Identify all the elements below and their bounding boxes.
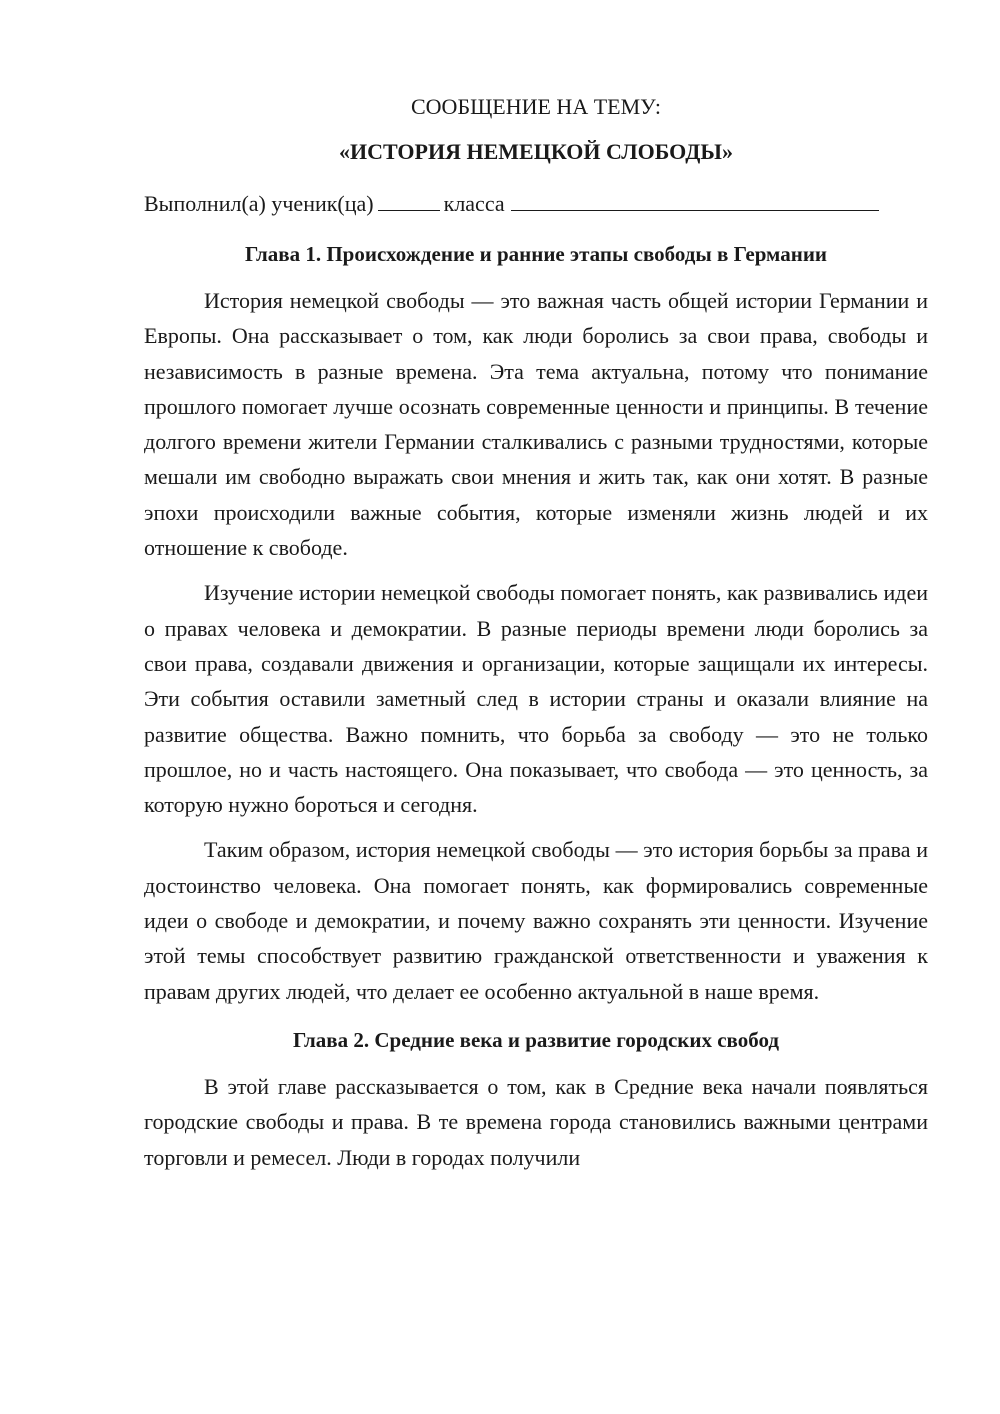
author-line xyxy=(144,189,928,219)
chapter-2-heading: Глава 2. Средние века и развитие городских свобод xyxy=(293,1027,779,1052)
document-title-line-2: «ИСТОРИЯ НЕМЕЦКОЙ СЛОБОДЫ» xyxy=(339,139,733,164)
document-page xyxy=(144,92,928,1185)
chapter-1-heading: Глава 1. Происхождение и ранние этапы свободы в Германии xyxy=(244,242,828,266)
chapter-2 xyxy=(144,1025,928,1175)
author-middle: класса xyxy=(443,191,505,216)
chapter-1-paragraph-3: Таким образом, история немецкой свободы — это история борьбы за права и достоинство человека. Она помогает понять, как формировались современные идеи о свободе и демократии, и почему важно сохранять эти ценности. Изучение этой темы способствует развитию гражданской ответственности и уважения к правам других людей, что делает ее особенно актуальной в наше время. xyxy=(144,837,928,1004)
document-title-line-1: СООБЩЕНИЕ НА ТЕМУ: xyxy=(411,94,661,119)
chapter-1-paragraph-2: Изучение истории немецкой свободы помогает понять, как развивались идеи о правах человека и демократии. В разные периоды времени люди боролись за свои права, создавали движения и организации, которые защищали их интересы. Эти события оставили заметный след в истории страны и оказали влияние на развитие общества. Важно помнить, что борьба за свободу — это не только прошлое, но и часть настоящего. Она показывает, что свобода — это ценность, за которую нужно бороться и сегодня. xyxy=(144,580,928,818)
chapter-2-paragraph-1: В этой главе рассказывается о том, как в Средние века начали появляться городские свободы и права. В те времена города становились важными центрами торговли и ремесел. Люди в городах получили xyxy=(144,1073,928,1170)
grade-blank xyxy=(378,190,440,211)
chapter-1 xyxy=(144,239,928,1009)
author-prefix: Выполнил(а) ученик(ца) xyxy=(144,191,374,216)
chapter-1-paragraph-1: История немецкой свободы — это важная часть общей истории Германии и Европы. Она рассказывает о том, как люди боролись за свои права, свободы и независимость в разные времена. Эта тема актуальна, потому что понимание прошлого помогает лучше осознать современные ценности и принципы. В течение долгого времени жители Германии сталкивались с разными трудностями, которые мешали им свободно выражать свои мнения и жить так, как они хотят. В разные эпохи происходили важные события, которые изменяли жизнь людей и их отношение к свободе. xyxy=(144,288,928,561)
name-blank xyxy=(511,190,879,211)
